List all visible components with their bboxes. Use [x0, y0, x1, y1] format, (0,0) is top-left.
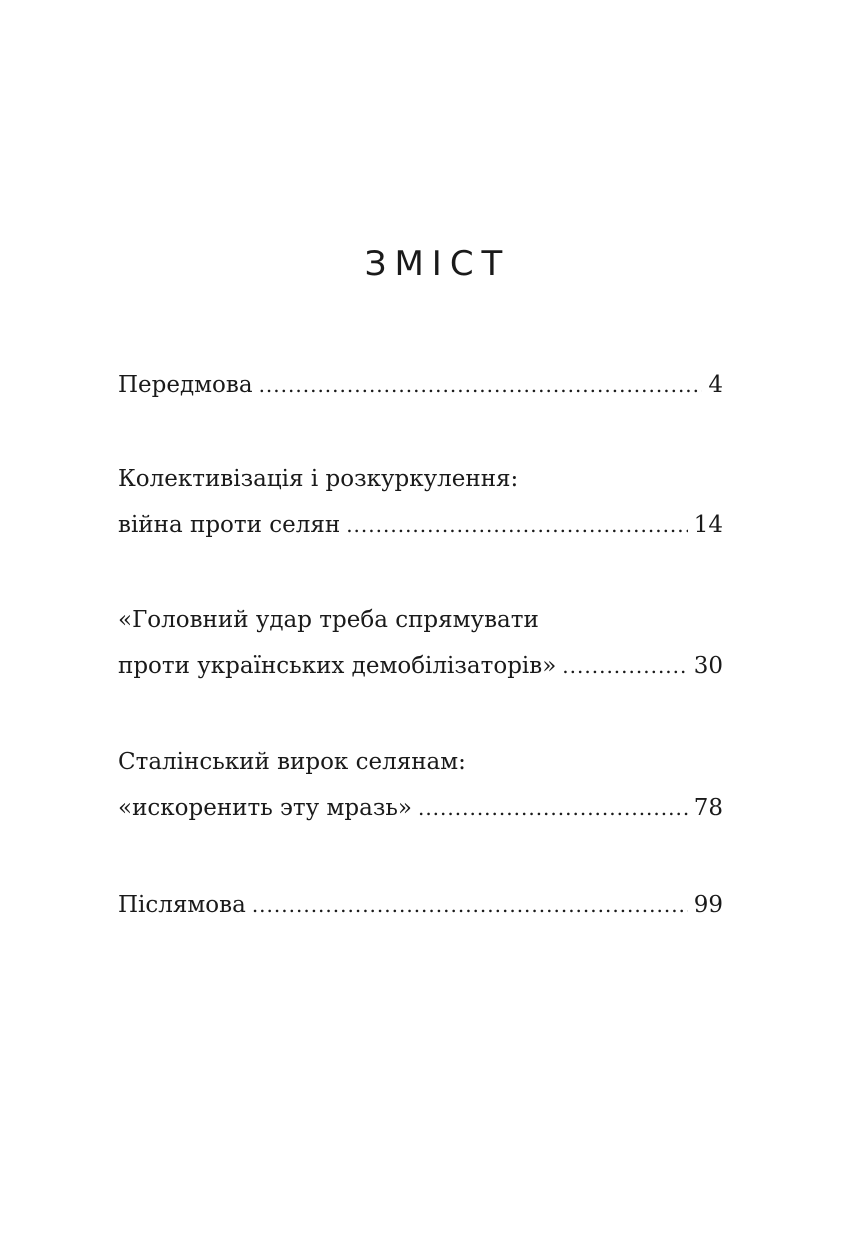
toc-entry-title: «Головний удар треба спрямувати [118, 607, 539, 633]
toc-entry-preface[interactable] [118, 363, 723, 407]
toc-entry-line [118, 883, 723, 927]
toc-page-number: 99 [693, 892, 723, 918]
toc-entry-main-blow[interactable] [118, 598, 723, 688]
toc-page-number: 78 [693, 795, 723, 821]
toc-page-number: 14 [693, 512, 723, 538]
toc-entry-title: війна проти селян [118, 512, 341, 538]
toc-entry-line [118, 503, 723, 547]
toc-entry-line [118, 598, 723, 642]
toc-entry-stalin-verdict[interactable] [118, 740, 723, 830]
page-title: ЗМІСТ [364, 244, 511, 284]
toc-entry-title: Сталінський вирок селянам: [118, 749, 466, 775]
dot-leader [418, 786, 688, 830]
toc-entry-title: Колективізація і розкуркулення: [118, 466, 519, 492]
toc-entry-line [118, 644, 723, 688]
toc-entry-afterword[interactable] [118, 883, 723, 927]
toc-entry-title: проти українських демобілізаторів» [118, 653, 557, 679]
toc-entry-title: Післямова [118, 892, 246, 918]
toc-entry-title: «искоренить эту мразь» [118, 795, 412, 821]
toc-entry-line [118, 786, 723, 830]
toc-page-number: 30 [693, 653, 723, 679]
toc-entry-line [118, 457, 723, 501]
dot-leader [252, 883, 688, 927]
dot-leader [259, 363, 703, 407]
toc-page-number: 4 [708, 372, 723, 398]
toc-entry-line [118, 363, 723, 407]
dot-leader [346, 503, 688, 547]
toc-entry-line [118, 740, 723, 784]
dot-leader [562, 644, 687, 688]
toc-entry-collectivization[interactable] [118, 457, 723, 547]
toc-entry-title: Передмова [118, 372, 253, 398]
